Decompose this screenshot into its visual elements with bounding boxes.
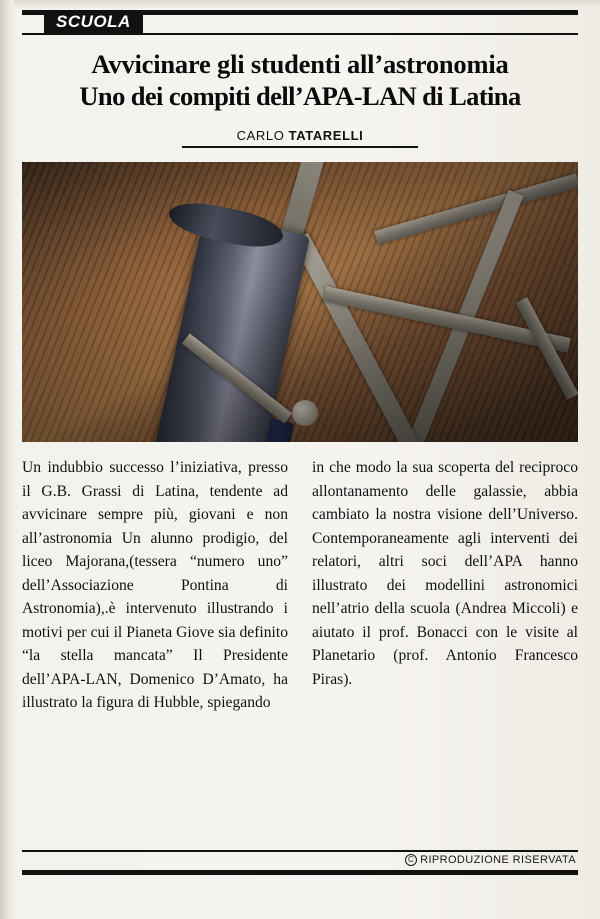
- copyright-icon: C: [405, 854, 417, 866]
- footer-rule-thin: [22, 850, 578, 852]
- byline-first-name: CARLO: [236, 128, 289, 143]
- body-text-left: Un indubbio successo l’iniziativa, presso il G.B. Grassi di Latina, tendente ad avvicinare sempre più, giovani e non all’astronomia Un alunno prodigio, del liceo Majorana,(tessera “numero uno” dell’Associazione Pontina di Astronomia),.è intervenuto illustrando i motivi per cui il Pianeta Giove sia definito “la stella mancata” Il Presidente dell’APA-LAN, Domenico D’Amato, ha illustrato la figura di Hubble, spiegando: [22, 459, 288, 711]
- byline-last-name: TATARELLI: [288, 128, 364, 143]
- body-column-left: [22, 456, 288, 816]
- headline-line-2: Uno dei compiti dell’APA-LAN di Latina: [79, 81, 521, 111]
- byline: [182, 128, 418, 146]
- paper-left-edge: [0, 0, 14, 919]
- paper-top-edge: [0, 0, 600, 8]
- article-content: [22, 10, 578, 905]
- section-header: [22, 10, 578, 36]
- footer-rule-thick: [22, 870, 578, 875]
- footer-rules: [22, 850, 578, 875]
- page-title: [22, 48, 578, 112]
- byline-rule: [182, 146, 418, 148]
- article-body: [22, 456, 578, 816]
- article-photo: [22, 162, 578, 442]
- photo-vignette: [22, 162, 578, 442]
- headline-line-1: Avvicinare gli studenti all’astronomia: [91, 49, 509, 79]
- body-text-right: in che modo la sua scoperta del reciproco allontanamento delle galassie, abbia cambiato la nostra visione dell’Universo. Contemporaneamente agli interventi dei relatori, altri soci dell’APA hanno illustrato dei modellini astronomici nell’atrio della scuola (Andrea Miccoli) e aiutato il prof. Bonacci con le visite al Planetario (prof. Antonio Francesco Piras).: [312, 459, 578, 688]
- copyright-label: RIPRODUZIONE RISERVATA: [420, 854, 576, 866]
- byline-block: [182, 128, 418, 148]
- section-kicker: SCUOLA: [44, 10, 143, 35]
- body-column-right: [312, 456, 578, 816]
